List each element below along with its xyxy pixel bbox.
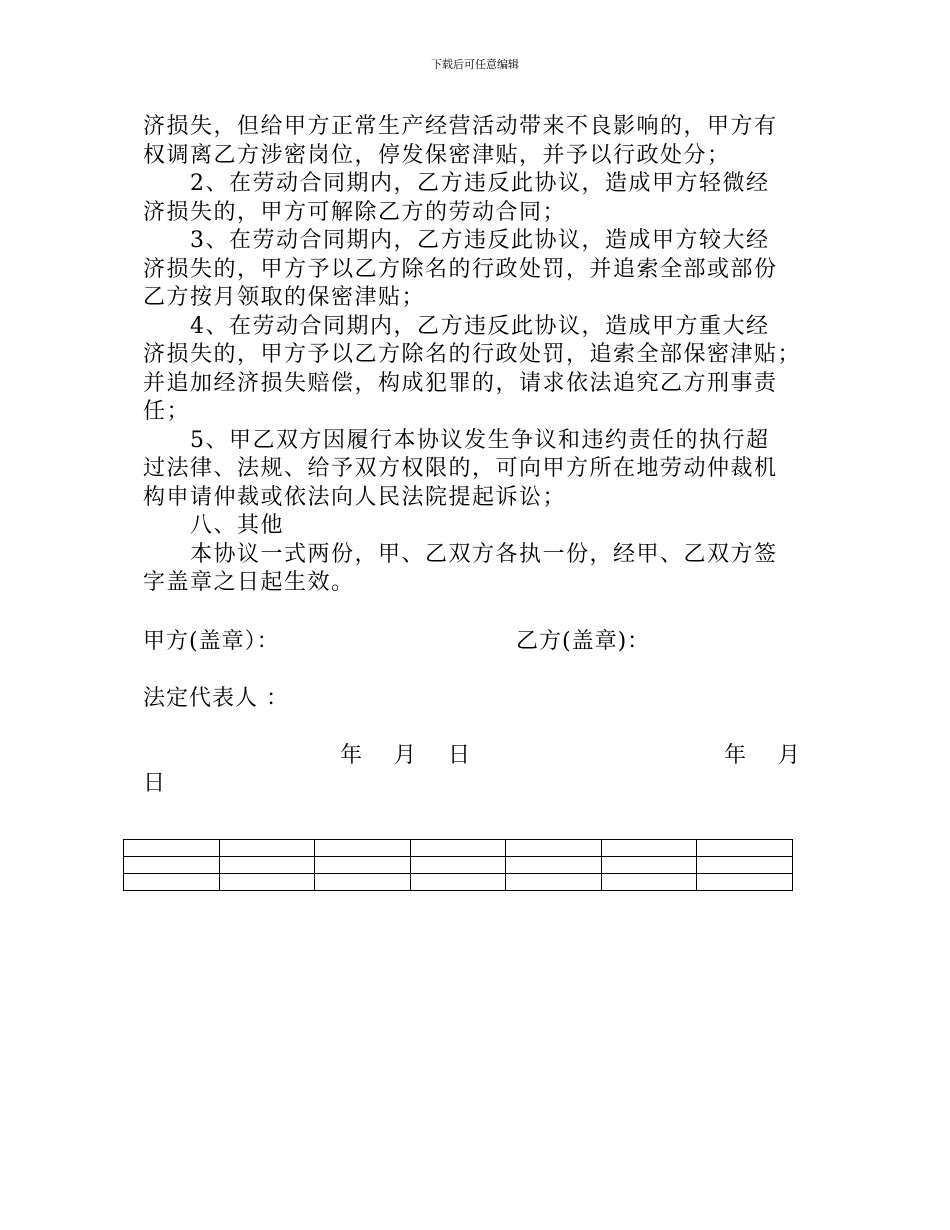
clause-2: 2、在劳动合同期内，乙方违反此协议，造成甲方轻微经 xyxy=(190,171,770,196)
table-cell xyxy=(506,874,602,891)
party-b-seal-label: 乙方(盖章)： xyxy=(516,629,651,654)
table-cell xyxy=(506,857,602,874)
table-row xyxy=(124,874,793,891)
paragraph-line: 构申请仲裁或依法向人民法院提起诉讼； xyxy=(143,484,567,510)
table-cell xyxy=(315,840,411,857)
table-cell xyxy=(315,857,411,874)
blank-table xyxy=(123,839,793,891)
table-cell xyxy=(697,874,793,891)
table-row xyxy=(124,857,793,874)
paragraph-line: 本协议一式两份，甲、乙双方各执一份，经甲、乙双方签 xyxy=(190,541,778,567)
table-cell xyxy=(410,857,506,874)
clause-4: 4、在劳动合同期内，乙方违反此协议，造成甲方重大经 xyxy=(190,313,770,339)
table-cell xyxy=(697,857,793,874)
table-cell xyxy=(601,874,697,891)
clause-5: 5、甲乙双方因履行本协议发生争议和违约责任的执行超 xyxy=(190,427,770,453)
table-row xyxy=(124,840,793,857)
clause-3: 3、在劳动合同期内，乙方违反此协议，造成甲方较大经 xyxy=(190,228,770,253)
party-b-date: 年 月 xyxy=(724,743,801,768)
table-cell xyxy=(219,857,315,874)
document-body xyxy=(143,113,823,598)
legal-representative-label: 法定代表人 ： xyxy=(143,686,289,711)
table-cell xyxy=(124,857,220,874)
table-cell xyxy=(506,840,602,857)
paragraph-line: 济损失的，甲方予以乙方除名的行政处罚，追索全部保密津贴； xyxy=(143,342,802,367)
party-a-date: 年 月 日 xyxy=(340,743,471,768)
table-cell xyxy=(219,840,315,857)
table-cell xyxy=(410,874,506,891)
paragraph-line: 济损失的，甲方予以乙方除名的行政处罚，并追索全部或部份 xyxy=(143,256,778,282)
table-cell xyxy=(601,857,697,874)
table-cell xyxy=(124,840,220,857)
paragraph-line: 并追加经济损失赔偿，构成犯罪的，请求依法追究乙方刑事责 xyxy=(143,370,778,396)
table-cell xyxy=(219,874,315,891)
section-heading-other: 八、其他 xyxy=(190,513,285,538)
paragraph-line: 权调离乙方涉密岗位，停发保密津贴，并予以行政处分； xyxy=(143,142,731,168)
table-cell xyxy=(410,840,506,857)
table-cell xyxy=(124,874,220,891)
paragraph-line: 任； xyxy=(143,399,191,424)
table-cell xyxy=(601,840,697,857)
paragraph-line: 济损失的，甲方可解除乙方的劳动合同； xyxy=(143,199,567,225)
paragraph-line: 济损失，但给甲方正常生产经营活动带来不良影响的，甲方有 xyxy=(143,114,778,139)
party-b-date-day: 日 xyxy=(143,771,167,796)
party-a-seal-label: 甲方(盖章）： xyxy=(143,629,280,654)
page-header: 下载后可任意编辑 xyxy=(431,58,519,71)
paragraph-line: 乙方按月领取的保密津贴； xyxy=(143,285,426,310)
paragraph-line: 过法律、法规、给予双方权限的，可向甲方所在地劳动仲裁机 xyxy=(143,456,778,481)
table-cell xyxy=(697,840,793,857)
table-cell xyxy=(315,874,411,891)
paragraph-line: 字盖章之日起生效。 xyxy=(143,570,355,595)
